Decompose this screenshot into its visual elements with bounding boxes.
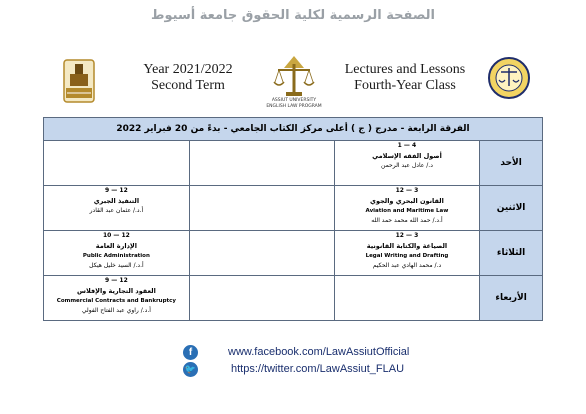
slot-time: 1 — 4 xyxy=(397,142,417,149)
day-label: الأربعاء xyxy=(480,276,543,321)
professor-name: أ.د./ السيد خليل هيكل xyxy=(89,262,144,269)
schedule-table xyxy=(43,117,543,321)
course-name: الإدارة العامة xyxy=(95,242,137,250)
professor-name: أ.د./ عثمان عبد القادر xyxy=(89,207,144,214)
professor-name: د./ محمد الهادي عبد الحكيم xyxy=(372,262,442,269)
professor-name: أ.د./ حمد الله محمد حمد الله xyxy=(371,217,443,224)
term: Second Term xyxy=(151,78,225,93)
course-name: التنفيذ الجبري xyxy=(93,197,140,205)
professor-name: أ.د./ راوي عبد الفتاح الفولي xyxy=(81,307,151,314)
slot-cell xyxy=(334,276,480,321)
slot-time: 12 — 3 xyxy=(395,232,419,239)
schedule-banner: الفرقة الرابعة - مدرج ( ج ) أعلى مركز الكتاب الجامعي - بدءً من 20 فبراير 2022 xyxy=(44,118,543,141)
day-label: الثلاثاء xyxy=(480,231,543,276)
course-name: العقود التجارية والإفلاس xyxy=(77,287,156,295)
course-name-en: Aviation and Maritime Law xyxy=(365,208,449,214)
course-name: أصول الفقه الإسلامي xyxy=(372,152,442,160)
day-label: الأحد xyxy=(480,141,543,186)
day-label: الاثنين xyxy=(480,186,543,231)
facebook-link[interactable]: www.facebook.com/LawAssiutOfficial xyxy=(228,346,410,358)
slot-cell xyxy=(44,231,190,276)
slot-cell xyxy=(44,141,190,186)
slot-cell xyxy=(189,231,334,276)
slot-time: 12 — 3 xyxy=(395,187,419,194)
lectures-class-block xyxy=(330,62,480,94)
professor-name: د./ عادل عبد الرحمن xyxy=(381,162,433,169)
table-row xyxy=(44,231,543,276)
faculty-seal-icon xyxy=(487,56,531,100)
slot-cell xyxy=(334,141,480,186)
table-row xyxy=(44,276,543,321)
academic-year: Year 2021/2022 xyxy=(143,62,233,77)
lectures-heading: Lectures and Lessons xyxy=(344,62,466,77)
year-term-block xyxy=(128,62,248,94)
table-row xyxy=(44,141,543,186)
slot-cell xyxy=(189,186,334,231)
twitter-icon[interactable]: 🐦 xyxy=(183,362,198,377)
course-name-en: Commercial Contracts and Bankruptcy xyxy=(56,298,177,304)
slot-cell xyxy=(334,186,480,231)
course-name: القانون البحري والجوي xyxy=(370,197,444,205)
twitter-link[interactable]: https://twitter.com/LawAssiut_FLAU xyxy=(231,363,405,375)
class-heading: Fourth-Year Class xyxy=(354,78,456,93)
header xyxy=(0,52,586,122)
slot-cell xyxy=(189,276,334,321)
slot-time: 9 — 12 xyxy=(105,187,128,194)
slot-cell xyxy=(189,141,334,186)
course-name-en: Legal Writing and Drafting xyxy=(365,253,449,259)
course-name-en: Public Administration xyxy=(82,253,150,259)
slot-time: 9 — 12 xyxy=(105,277,128,284)
slot-cell xyxy=(44,186,190,231)
twitter-link-row xyxy=(183,362,483,378)
slot-cell xyxy=(44,276,190,321)
slot-time: 10 — 12 xyxy=(102,232,130,239)
page-title: الصفحة الرسمية لكلية الحقوق جامعة أسيوط xyxy=(151,8,435,23)
slot-cell xyxy=(334,231,480,276)
university-logo-icon xyxy=(60,56,98,108)
table-row xyxy=(44,186,543,231)
center-logo-caption: ASSIUT UNIVERSITY ENGLISH LAW PROGRAM xyxy=(266,98,322,109)
course-name: الصياغة والكتابة القانونية xyxy=(366,242,448,250)
facebook-icon[interactable]: f xyxy=(183,345,198,360)
facebook-link-row xyxy=(183,345,483,361)
